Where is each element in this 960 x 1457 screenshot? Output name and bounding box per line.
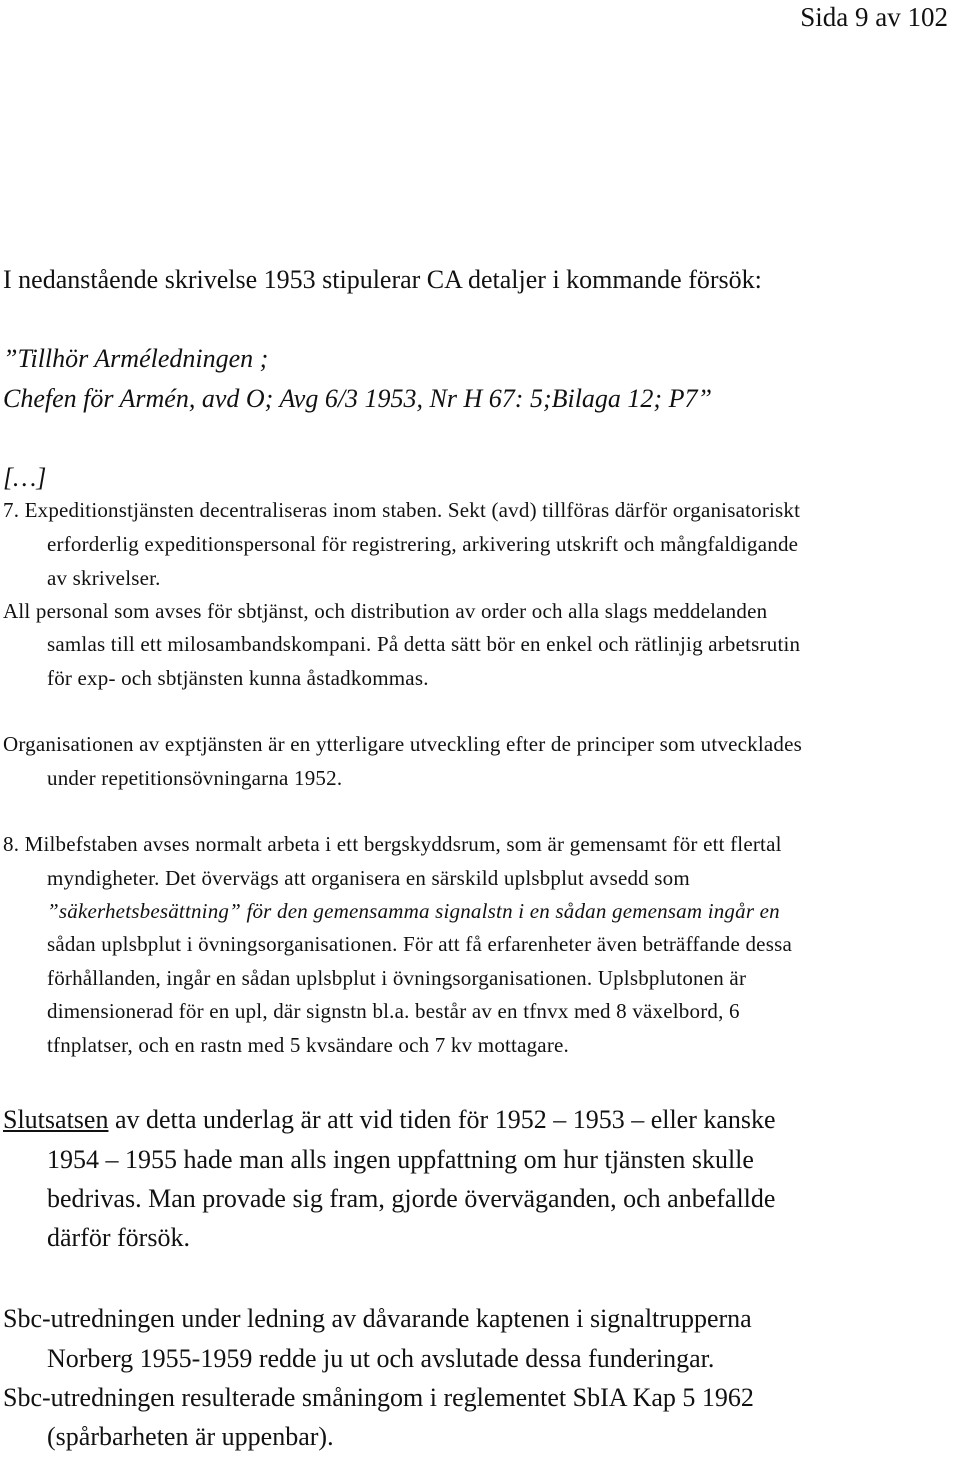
conclusion-line-1-rest: av detta underlag är att vid tiden för 1952 – 1953 – eller kanske: [108, 1105, 776, 1134]
para7-line-1: 7. Expeditionstjänsten decentraliseras inom staben. Sekt (avd) tillföras därför organisatoriskt: [3, 498, 801, 522]
para7-line-3: av skrivelser.: [47, 566, 161, 590]
para8-line-6: dimensionerad för en upl, där signstn bl.a. består av en tfnvx med 8 växelbord, 6: [47, 999, 740, 1023]
para8-line-5: förhållanden, ingår en sådan uplsbplut i övningsorganisationen. Uplsbplutonen är: [47, 966, 747, 990]
para7-line-4: All personal som avses för sbtjänst, och distribution av order och alla slags meddelanden: [3, 599, 768, 623]
sbc2-line-2: (spårbarheten är uppenbar).: [47, 1422, 334, 1451]
conclusion-underlined-word: Slutsatsen: [3, 1105, 109, 1134]
para7-line-6: för exp- och sbtjänsten kunna åstadkommas.: [47, 666, 429, 690]
ellipsis-marker: […]: [3, 463, 47, 492]
para8-line-7: tfnplatser, och en rastn med 5 kvsändare och 7 kv mottagare.: [47, 1033, 569, 1057]
org-para-line-1: Organisationen av exptjänsten är en ytterligare utveckling efter de principer som utvecklades: [3, 732, 803, 756]
para8-line-1: 8. Milbefstaben avses normalt arbeta i ett bergskyddsrum, som är gemensamt för ett flertal: [3, 832, 782, 856]
conclusion-line-1: [3, 1105, 776, 1135]
quote-header-line-1: ”Tillhör Arméledningen ;: [3, 344, 269, 373]
org-para-line-2: under repetitionsövningarna 1952.: [47, 766, 343, 790]
conclusion-line-2: 1954 – 1955 hade man alls ingen uppfattning om hur tjänsten skulle: [47, 1145, 754, 1174]
conclusion-line-4: därför försök.: [47, 1223, 190, 1252]
sbc2-line-1: Sbc-utredningen resulterade småningom i reglementet SbIA Kap 5 1962: [3, 1383, 754, 1412]
para7-line-2: erforderlig expeditionspersonal för registrering, arkivering utskrift och mångfaldigande: [47, 532, 799, 556]
page-number: Sida 9 av 102: [800, 2, 948, 32]
sbc1-line-2: Norberg 1955-1959 redde ju ut och avslutade dessa funderingar.: [47, 1344, 715, 1373]
sbc1-line-1: Sbc-utredningen under ledning av dåvarande kaptenen i signaltrupperna: [3, 1304, 752, 1333]
intro-line: I nedanstående skrivelse 1953 stipulerar CA detaljer i kommande försök:: [3, 265, 762, 294]
conclusion-line-3: bedrivas. Man provade sig fram, gjorde överväganden, och anbefallde: [47, 1184, 776, 1213]
para8-line-4: sådan uplsbplut i övningsorganisationen. För att få erfarenheter även beträffande dessa: [47, 932, 792, 956]
quote-header-line-2: Chefen för Armén, avd O; Avg 6/3 1953, Nr H 67: 5;Bilaga 12; P7”: [3, 384, 712, 413]
para8-line-3: ”säkerhetsbesättning” för den gemensamma signalstn i en sådan gemensam ingår en: [47, 899, 780, 923]
para7-line-5: samlas till ett milosambandskompani. På detta sätt bör en enkel och rätlinjig arbetsrutin: [47, 632, 801, 656]
para8-line-2: myndigheter. Det övervägs att organisera en särskild uplsbplut avsedd som: [47, 866, 690, 890]
